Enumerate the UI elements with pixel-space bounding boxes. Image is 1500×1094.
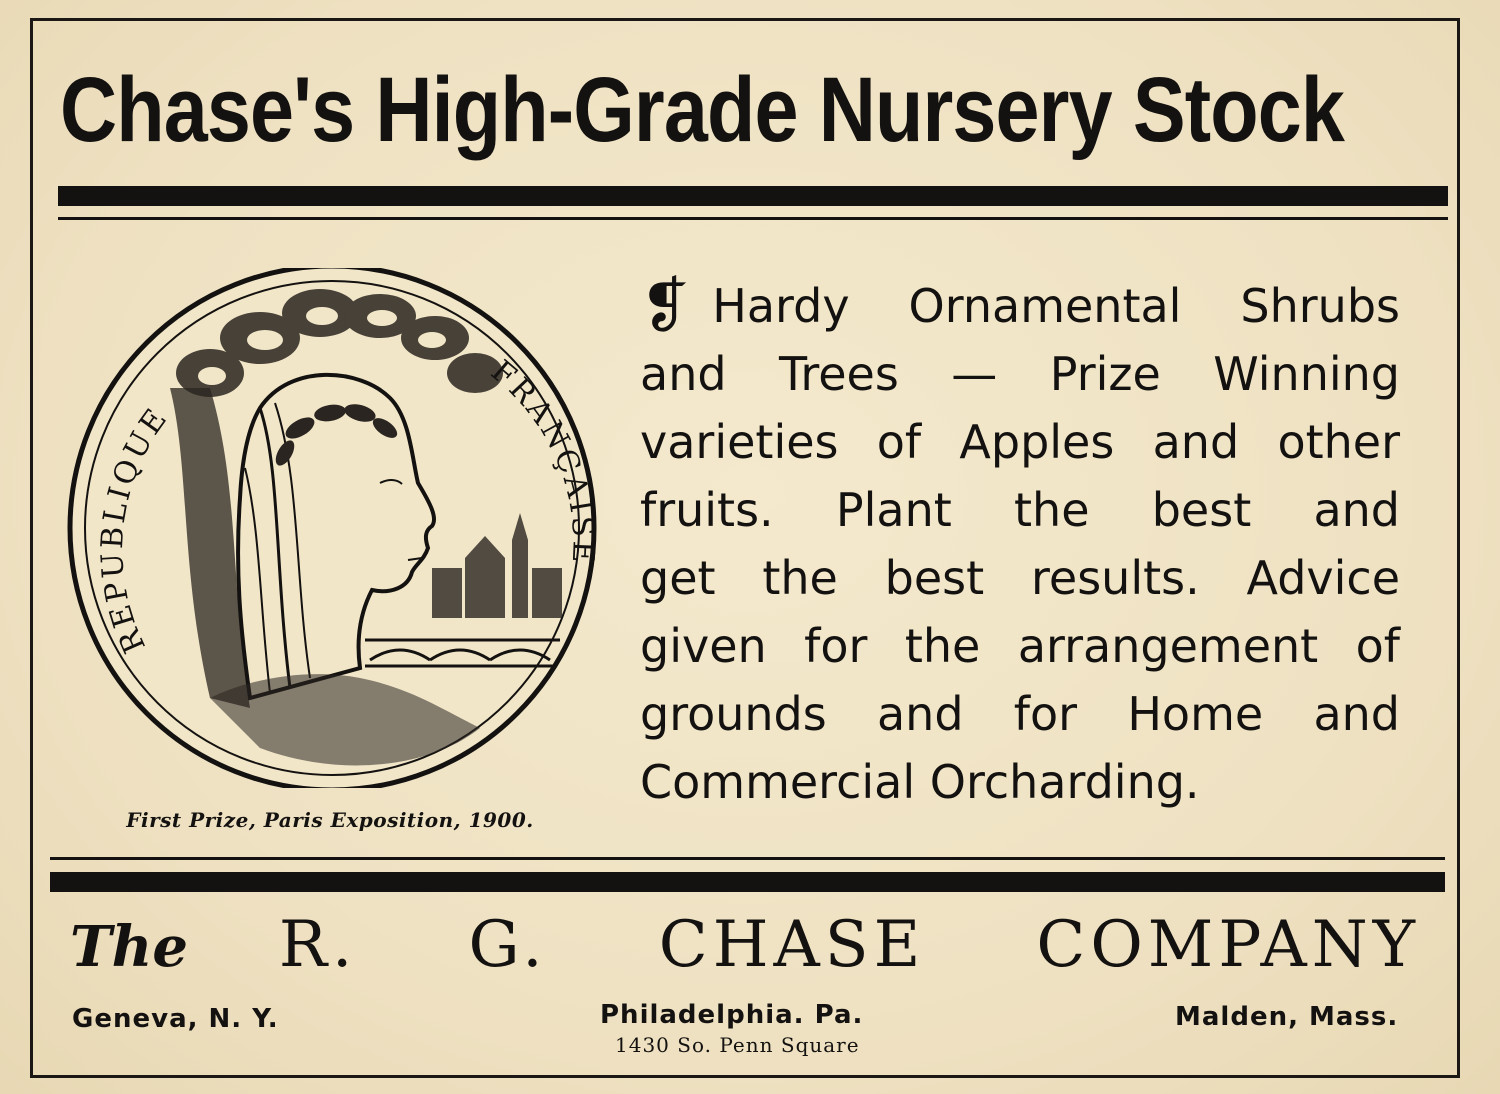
address-philadelphia: 1430 So. Penn Square	[615, 1033, 860, 1057]
inscription-right: FRANÇAISE	[484, 353, 601, 567]
company-the: The	[70, 914, 189, 980]
bottom-rule-thin	[50, 857, 1445, 860]
body-line: given for the arrangement of	[640, 619, 1400, 673]
top-rule-thin	[58, 217, 1448, 220]
body-line: ❡ Hardy Ornamental Shrubs	[640, 271, 1400, 341]
paragraph-mark-icon: ❡	[640, 271, 691, 341]
medal-illustration	[60, 268, 605, 788]
headline: Chase's High-Grade Nursery Stock	[60, 59, 1345, 161]
top-rule-thick	[58, 186, 1448, 206]
location-malden: Malden, Mass.	[1175, 1002, 1399, 1032]
company-name	[70, 905, 1420, 985]
body-line: Commercial Orcharding.	[640, 755, 1200, 809]
location-geneva: Geneva, N. Y.	[72, 1004, 279, 1034]
medal-caption: First Prize, Paris Exposition, 1900.	[126, 808, 534, 832]
body-paragraph	[640, 272, 1400, 816]
medal-svg	[60, 268, 605, 788]
body-line: grounds and for Home and	[640, 687, 1400, 741]
location-philadelphia: Philadelphia. Pa.	[600, 1000, 864, 1030]
inscription-left: REPUBLIQUE	[94, 400, 176, 659]
bottom-rule-thick	[50, 872, 1445, 892]
body-line: varieties of Apples and other	[640, 415, 1400, 469]
body-line: and Trees — Prize Winning	[640, 347, 1400, 401]
body-line: fruits. Plant the best and	[640, 483, 1400, 537]
body-line: get the best results. Advice	[640, 551, 1400, 605]
company-title: R. G. CHASE COMPANY	[278, 908, 1420, 982]
